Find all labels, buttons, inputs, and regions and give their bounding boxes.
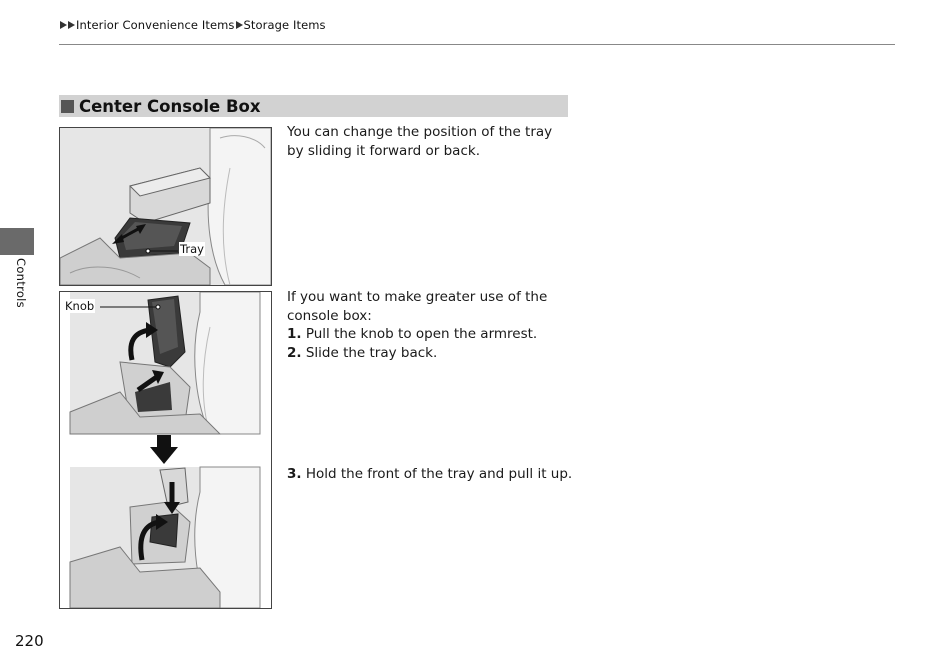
knob-label: Knob bbox=[65, 299, 95, 313]
step-3-text: Hold the front of the tray and pull it up. bbox=[305, 466, 573, 482]
paragraph-console-intro: If you want to make greater use of the console box: bbox=[287, 289, 548, 324]
step-2 bbox=[287, 344, 572, 363]
breadcrumb-arrow-icon bbox=[236, 21, 243, 29]
figure-tray-slide bbox=[59, 127, 272, 286]
section-header bbox=[59, 95, 568, 117]
step-3 bbox=[287, 465, 577, 484]
step-3-number: 3. bbox=[287, 466, 302, 482]
breadcrumb-item-interior[interactable]: Interior Convenience Items bbox=[76, 18, 235, 32]
tray-label: Tray bbox=[180, 242, 204, 256]
section-title: Center Console Box bbox=[79, 96, 261, 116]
step-2-text: Slide the tray back. bbox=[305, 344, 438, 361]
breadcrumb-arrow-icon bbox=[68, 21, 75, 29]
header-divider bbox=[59, 44, 895, 45]
console-knob-illustration bbox=[60, 292, 271, 608]
side-tab-marker bbox=[0, 228, 34, 255]
step-1-text: Pull the knob to open the armrest. bbox=[305, 326, 538, 342]
breadcrumb-arrow-icon bbox=[60, 21, 67, 29]
step-1-number: 1. bbox=[287, 326, 302, 342]
breadcrumb-item-storage[interactable]: Storage Items bbox=[243, 18, 326, 32]
paragraph-tray-position: You can change the position of the tray by sliding it forward or back. bbox=[287, 124, 553, 159]
instructions-block bbox=[287, 288, 572, 362]
section-square-icon bbox=[61, 100, 74, 113]
console-tray-illustration bbox=[60, 128, 271, 285]
step-2-number: 2. bbox=[287, 344, 302, 361]
figure-knob-open bbox=[59, 291, 272, 609]
side-tab-label: Controls bbox=[14, 258, 28, 308]
page-number: 220 bbox=[15, 632, 44, 650]
breadcrumb bbox=[60, 18, 327, 32]
step-1 bbox=[287, 325, 572, 344]
